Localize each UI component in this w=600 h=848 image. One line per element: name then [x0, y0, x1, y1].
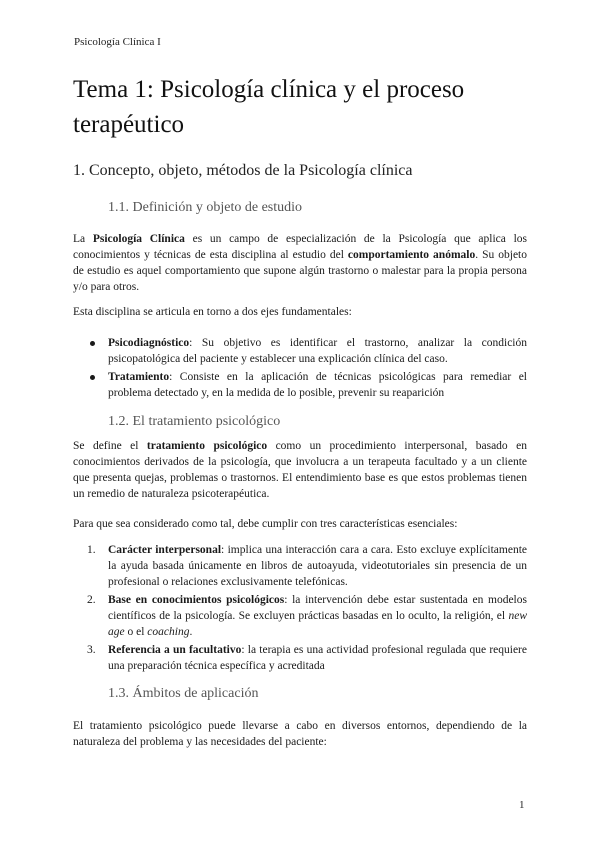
text-run: como un procedimiento interpersonal, basado en conocimientos derivados de la psicología, que involucra a un terapeuta facultado y a un cliente que presenta quejas, problemas o trastornos. El entendimiento base es que estos problemas tienen un remedio de naturaleza psicoterapéutica. [73, 440, 527, 500]
text-run: La [73, 233, 93, 245]
bullet-list-axes [73, 335, 527, 403]
text-run: . Su objeto de estudio es aquel comportamiento que supone algún trastorno o malestar para la propia persona y/o para otros. [73, 249, 527, 293]
subsection-heading-1-3: 1.3. Ámbitos de aplicación [108, 686, 259, 701]
list-item [73, 642, 527, 674]
subsection-heading-1-1: 1.1. Definición y objeto de estudio [108, 200, 303, 215]
paragraph-definition [73, 231, 527, 295]
list-item [73, 592, 527, 640]
paragraph-treatment-definition [73, 438, 527, 502]
italic-term: coaching [147, 626, 190, 638]
text-run: : implica una interacción cara a cara. Esto excluye explícitamente la ayuda basada únicamente en libros de autoayuda, videotutoriales sin presencia de un profesional o relaciones exclusivamente telefónicas. [108, 544, 527, 588]
bold-term: tratamiento psicológico [146, 440, 268, 452]
list-item [73, 542, 527, 590]
text-run: : Consiste en la aplicación de técnicas psicológicas para remediar el problema detectado y, en la medida de lo posible, prevenir su reaparición [108, 371, 527, 399]
text-run: . [189, 626, 193, 638]
text-run: : la intervención debe estar sustentada en modelos científicos de la psicología. Se excluyen prácticas basadas en lo oculto, la religión, el [108, 594, 527, 622]
list-number: 1. [87, 544, 96, 556]
bold-term: Carácter interpersonal [108, 544, 222, 556]
section-heading-1: 1. Concepto, objeto, métodos de la Psicología clínica [73, 162, 413, 179]
bullet-icon [90, 375, 95, 380]
text-run: es un campo de especialización de la Psicología que aplica los conocimientos y técnicas de esta disciplina al estudio del [73, 233, 527, 261]
paragraph-scope: El tratamiento psicológico puede llevarse a cabo en diversos entornos, dependiendo de la naturaleza del problema y las necesidades del paciente: [73, 720, 527, 748]
document-title: Tema 1: Psicología clínica y el proceso terapéutico [73, 76, 465, 138]
text-run: : la terapia es una actividad profesional regulada que requiere una preparación técnica específica y acreditada [108, 644, 527, 672]
bold-term: Tratamiento [108, 371, 170, 383]
page-number: 1 [519, 799, 525, 811]
list-number: 2. [87, 594, 96, 606]
text-run: o el [124, 626, 148, 638]
italic-term: new age [108, 610, 527, 638]
list-number: 3. [87, 644, 96, 656]
bold-term: Base en conocimientos psicológicos [108, 594, 285, 606]
paragraph-characteristics-intro: Para que sea considerado como tal, debe cumplir con tres características esenciales: [73, 518, 458, 530]
bold-term: Referencia a un facultativo [108, 644, 242, 656]
bold-term: Psicodiagnóstico [108, 337, 190, 349]
numbered-list-characteristics [73, 542, 527, 676]
bold-term: comportamiento anómalo [347, 249, 476, 261]
running-header: Psicología Clínica I [74, 36, 161, 48]
bullet-icon [90, 341, 95, 346]
bold-term: Psicología Clínica [92, 233, 185, 245]
paragraph-axes-intro: Esta disciplina se articula en torno a dos ejes fundamentales: [73, 306, 352, 318]
list-item [73, 369, 527, 401]
text-run: : Su objetivo es identificar el trastorno, analizar la condición psicopatológica del paciente y establecer una explicación clínica del caso. [108, 337, 527, 365]
text-run: Se define el [73, 440, 147, 452]
subsection-heading-1-2: 1.2. El tratamiento psicológico [108, 414, 281, 429]
list-item [73, 335, 527, 367]
